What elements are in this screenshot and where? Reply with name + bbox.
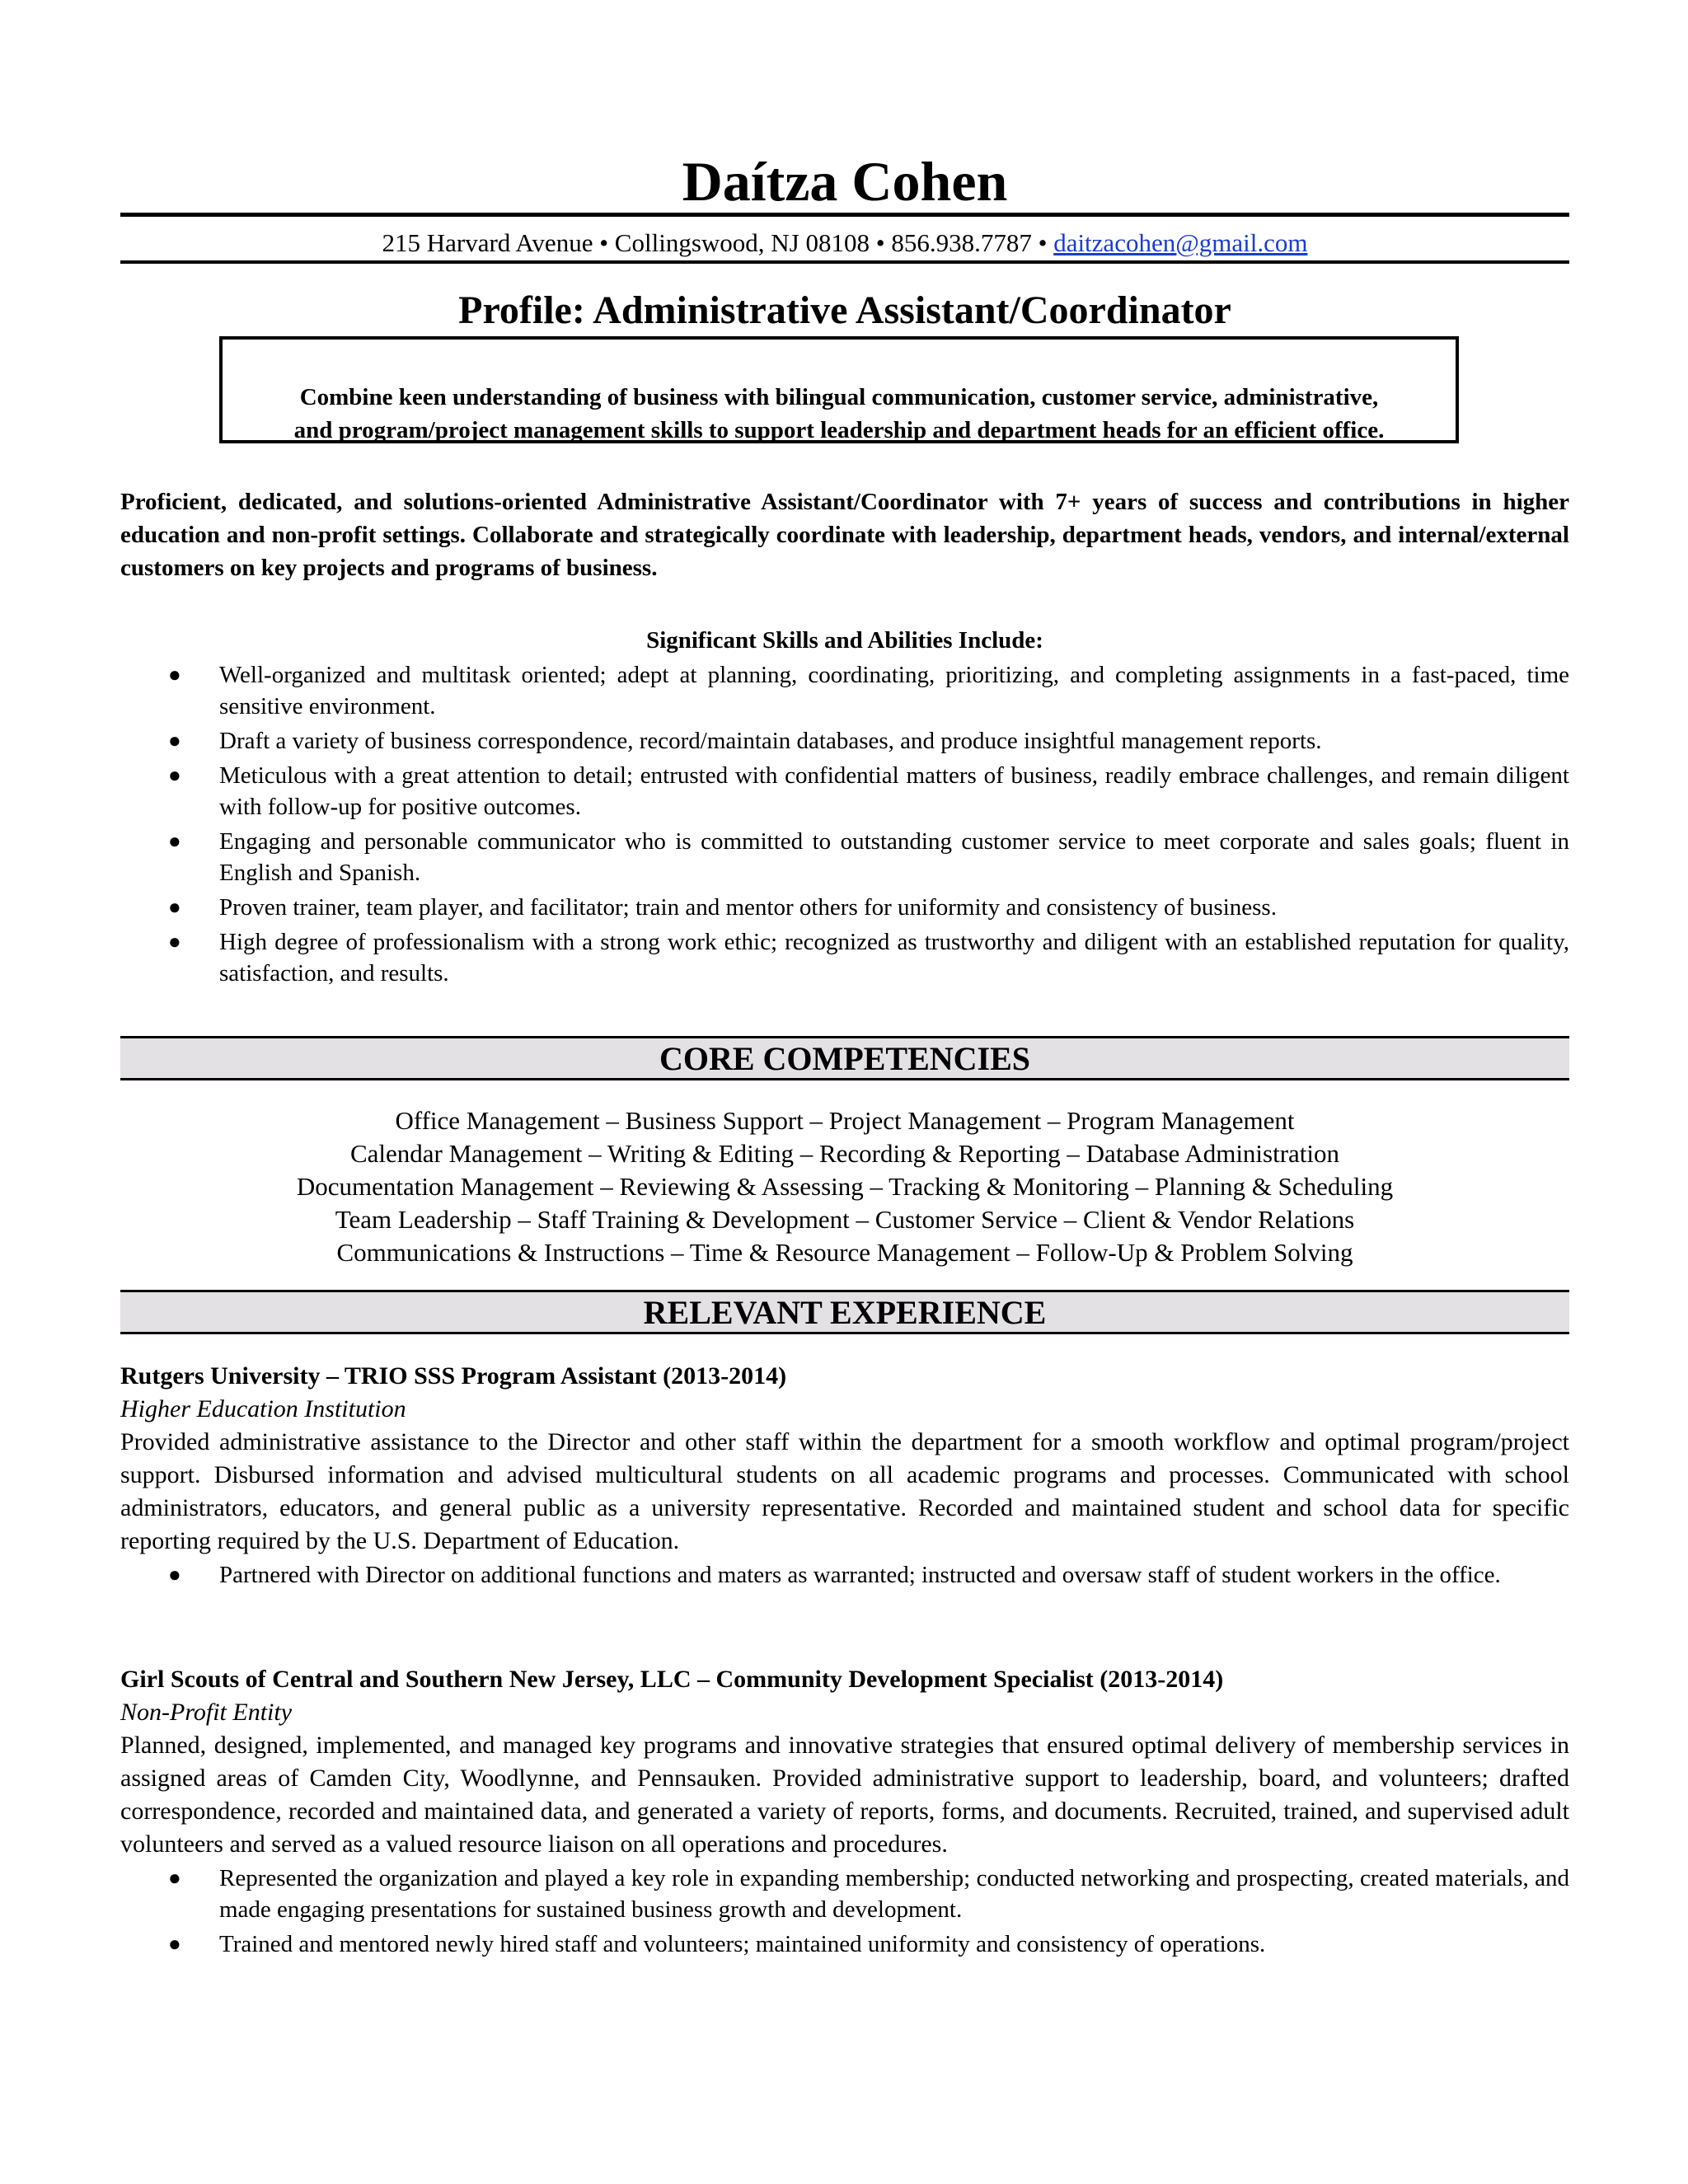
job-achievement-item [120, 1863, 1569, 1925]
skill-item [120, 659, 1569, 722]
skill-item [120, 892, 1569, 923]
profile-title: Profile: Administrative Assistant/Coordinator [458, 288, 1231, 332]
skill-item [120, 826, 1569, 888]
competency-line: Team Leadership – Staff Training & Development – Customer Service – Client & Vendor Relations [335, 1205, 1355, 1234]
job-achievement-item [120, 1929, 1569, 1960]
profile-summary-line: Combine keen understanding of business with bilingual communication, customer service, administrative, [299, 384, 1379, 410]
profile-summary-text [223, 381, 1456, 447]
skill-item [120, 926, 1569, 989]
job-description: Planned, designed, implemented, and managed key programs and innovative strategies that ensured optimal delivery of membership services in assigned areas of Camden City, Woodlynne, and Pennsauken. Provided administrative support to leadership, board, and volunteers; drafted correspondence, recorded and maintained data, and generated a variety of reports, forms, and documents. Recruited, trained, and supervised adult volunteers and served as a valued resource liaison on all operations and procedures. [120, 1732, 1569, 1858]
relevant-experience-heading: RELEVANT EXPERIENCE [120, 1290, 1569, 1334]
contact-line [120, 227, 1569, 260]
job-achievement-item [120, 1559, 1569, 1591]
candidate-name: Daítza Cohen [682, 150, 1008, 213]
email-link[interactable]: daitzacohen@gmail.com [1053, 228, 1308, 257]
bullet-icon: ● [168, 1866, 181, 1890]
bullet-icon: ● [168, 663, 181, 687]
bullet-icon: ● [168, 930, 181, 954]
competency-line: Communications & Instructions – Time & Resource Management – Follow-Up & Problem Solving [336, 1238, 1353, 1267]
bullet-icon: ● [168, 763, 181, 787]
contact-address: 215 Harvard Avenue • Collingswood, NJ 08108 • 856.938.7787 • [382, 228, 1054, 257]
achievement-text: Partnered with Director on additional functions and maters as warranted; instructed and oversaw staff of student workers in the office. [219, 1562, 1501, 1588]
skill-text: Meticulous with a great attention to detail; entrusted with confidential matters of business, readily embrace challenges, and remain diligent with follow-up for positive outcomes. [219, 762, 1569, 820]
job-title: Rutgers University – TRIO SSS Program Assistant (2013-2014) [120, 1362, 787, 1390]
competency-line: Calendar Management – Writing & Editing – Recording & Reporting – Database Administration [349, 1139, 1340, 1168]
profile-intro: Proficient, dedicated, and solutions-oriented Administrative Assistant/Coordinator with 7+ years of success and contributions in higher education and non-profit settings. Collaborate and strategically coordinate with leadership, department heads, vendors, and internal/external customers on key projects and programs of business. [120, 489, 1569, 581]
profile-summary-box [219, 336, 1459, 443]
competency-line: Office Management – Business Support – Project Management – Program Management [395, 1106, 1295, 1135]
skill-text: Proven trainer, team player, and facilitator; train and mentor others for uniformity and consistency of business. [219, 894, 1277, 921]
achievement-text: Represented the organization and played a key role in expanding membership; conducted networking and prospecting, created materials, and made engaging presentations for sustained business growth and development. [219, 1865, 1569, 1923]
bullet-icon: ● [168, 829, 181, 853]
competency-line: Documentation Management – Reviewing & Assessing – Tracking & Monitoring – Planning & Scheduling [296, 1172, 1394, 1201]
job-description: Provided administrative assistance to the Director and other staff within the department for a smooth workflow and optimal program/project support. Disbursed information and advised multicultural students on all academic programs and processes. Communicated with school administrators, educators, and general public as a university representative. Recorded and maintained student and school data for specific reporting required by the U.S. Department of Education. [120, 1428, 1569, 1554]
skill-text: Draft a variety of business correspondence, record/maintain databases, and produce insightful management reports. [219, 728, 1322, 754]
job-organization-type: Higher Education Institution [120, 1395, 406, 1422]
skills-list [120, 659, 1569, 992]
skills-heading: Significant Skills and Abilities Include: [646, 627, 1043, 654]
job-title: Girl Scouts of Central and Southern New Jersey, LLC – Community Development Specialist (2013-2014) [120, 1666, 1224, 1693]
job-achievements-list [120, 1559, 1569, 1594]
achievement-text: Trained and mentored newly hired staff and volunteers; maintained uniformity and consistency of operations. [219, 1931, 1266, 1957]
header-rule-bottom [120, 260, 1569, 264]
core-competencies-heading: CORE COMPETENCIES [120, 1036, 1569, 1080]
job-achievements-list [120, 1863, 1569, 1963]
bullet-icon: ● [168, 729, 181, 752]
skill-text: Engaging and personable communicator who is committed to outstanding customer service to meet corporate and sales goals; fluent in English and Spanish. [219, 828, 1569, 886]
skill-text: High degree of professionalism with a strong work ethic; recognized as trustworthy and diligent with an established reputation for quality, satisfaction, and results. [219, 929, 1569, 987]
skill-item [120, 760, 1569, 823]
job-organization-type: Non-Profit Entity [120, 1699, 293, 1726]
bullet-icon: ● [168, 1932, 181, 1956]
bullet-icon: ● [168, 895, 181, 919]
skill-item [120, 725, 1569, 757]
skill-text: Well-organized and multitask oriented; adept at planning, coordinating, prioritizing, and completing assignments in a fast-paced, time sensitive environment. [219, 662, 1569, 719]
bullet-icon: ● [168, 1563, 181, 1586]
profile-summary-line: and program/project management skills to support leadership and department heads for an efficient office. [293, 417, 1385, 443]
competencies-list [120, 1104, 1569, 1269]
header-rule-top [120, 213, 1569, 217]
